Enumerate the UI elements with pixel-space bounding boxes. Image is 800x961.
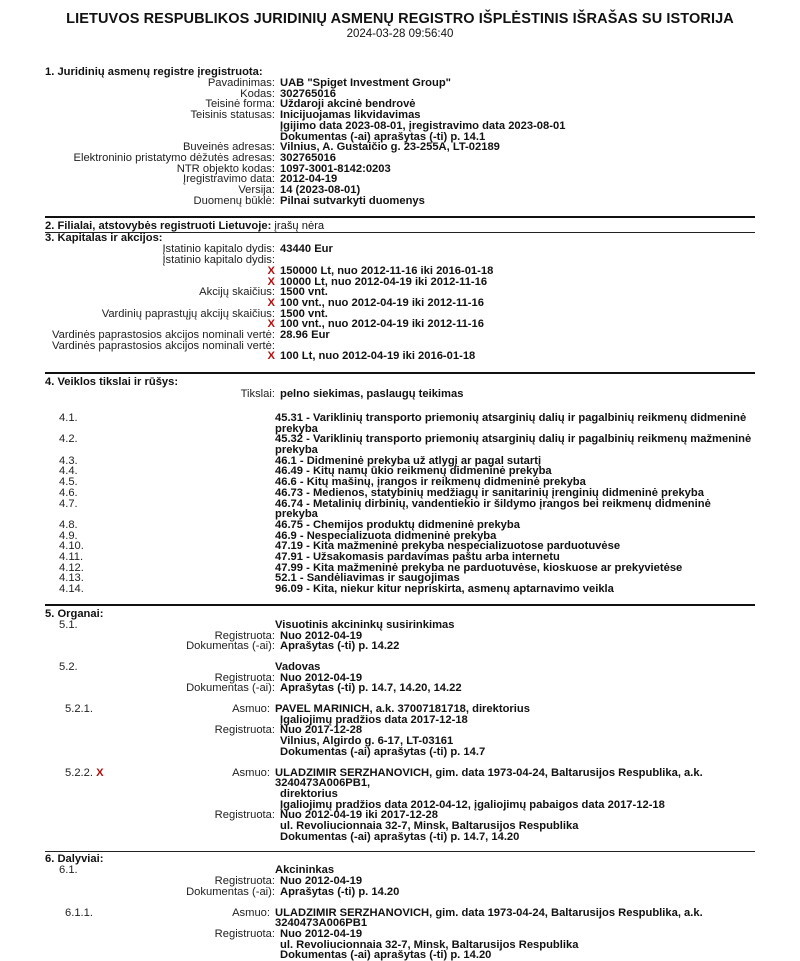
field-value: Dokumentas (-ai) aprašytas (-ti) p. 14.1 — [280, 130, 486, 143]
field-value: 14 (2023-08-01) — [280, 184, 361, 197]
field-value: UAB "Spiget Investment Group" — [280, 77, 451, 89]
removed-marker-icon: X — [267, 264, 275, 277]
person-label: Asmuo: — [232, 703, 270, 716]
item-number: 4.6. — [59, 486, 78, 499]
activity-value: 46.74 - Metalinių dirbinių, vandentiekio ir šildymo įrangos bei reikmenų didmeninė prekyba — [275, 497, 711, 521]
person-document: Dokumentas (-ai) aprašytas (-ti) p. 14.7 — [280, 745, 486, 758]
person-label: Asmuo: — [232, 766, 270, 779]
activity-item — [45, 584, 755, 595]
section-4-heading: 4. Veiklos tikslai ir rūšys: — [45, 376, 179, 389]
section-6 — [45, 854, 755, 961]
person-value: ULADZIMIR SERZHANOVICH, gim. data 1973-04-24, Baltarusijos Respublika, a.k. 3240473A006PB1, — [275, 766, 703, 790]
field-label: Elektroninio pristatymo dėžutės adresas: — [73, 151, 275, 164]
section-1-heading: 1. Juridinių asmenų registre įregistruota: — [45, 66, 263, 78]
section-2 — [45, 221, 755, 232]
section-6-heading: 6. Dalyviai: — [45, 853, 104, 866]
item-number: 4.14. — [59, 583, 84, 596]
removed-marker-icon: X — [267, 318, 275, 331]
item-number: 4.10. — [59, 540, 84, 553]
person-value: PAVEL MARINICH, a.k. 37007181718, direktorius — [275, 703, 530, 716]
section-2-value: įrašų nėra — [274, 220, 325, 233]
person-value: ULADZIMIR SERZHANOVICH, gim. data 1973-04-24, Baltarusijos Respublika, a.k. 3240473A006PB1 — [275, 906, 703, 930]
item-number: 5.2.2. — [65, 766, 93, 779]
field-label: Įstatinio kapitalo dydis: — [162, 243, 275, 256]
activity-value: 47.91 - Užsakomasis pardavimas paštu arba internetu — [275, 551, 560, 564]
registered-label: Registruota: — [214, 671, 275, 684]
person-5-2-2 — [45, 768, 755, 843]
document-title: LIETUVOS RESPUBLIKOS JURIDINIŲ ASMENŲ REGISTRO IŠPLĖSTINIS IŠRAŠAS SU ISTORIJA — [66, 11, 734, 27]
item-number: 4.4. — [59, 465, 78, 478]
activity-value: 46.9 - Nespecializuota didmeninė prekyba — [275, 529, 497, 542]
field-row — [45, 244, 755, 255]
activity-value: 46.49 - Kitų namų ūkio reikmenų didmeninė prekyba — [275, 465, 552, 478]
section-3 — [45, 233, 755, 362]
activity-value: 46.6 - Kitų mašinų, įrangos ir reikmenų didmeninė prekyba — [275, 476, 586, 489]
document-value: Aprašytas (-ti) p. 14.20 — [280, 885, 400, 898]
field-label: Įstatinio kapitalo dydis: — [162, 254, 275, 267]
field-row — [45, 153, 755, 164]
goals-value: pelno siekimas, paslaugų teikimas — [280, 388, 464, 401]
removed-marker-icon: X — [267, 296, 275, 309]
section-5 — [45, 609, 755, 843]
organ-title: Vadovas — [275, 660, 321, 673]
item-number: 4.7. — [59, 497, 78, 510]
person-address: ul. Revoliucionnaia 32-7, Minsk, Baltarusijos Respublika — [280, 938, 579, 951]
field-value: 43440 Eur — [280, 243, 333, 256]
field-label: Kodas: — [240, 87, 275, 100]
registered-label: Registruota: — [214, 875, 275, 888]
section-5-heading: 5. Organai: — [45, 607, 104, 620]
field-label: NTR objekto kodas: — [176, 162, 275, 175]
authority-dates: Įgaliojimų pradžios data 2012-04-12, įgaliojimų pabaigos data 2017-12-18 — [280, 798, 665, 811]
activity-value: 47.19 - Kita mažmeninė prekyba nespecializuotose parduotuvėse — [275, 540, 621, 553]
field-value: 1500 vnt. — [280, 307, 328, 320]
field-row — [45, 196, 755, 207]
activity-item — [45, 488, 755, 499]
field-label: Teisinis statusas: — [190, 109, 275, 122]
document-label: Dokumentas (-ai): — [186, 640, 275, 653]
activity-value: 46.75 - Chemijos produktų didmeninė prekyba — [275, 518, 520, 531]
person-6-1-1 — [45, 908, 755, 961]
item-number: 5.2. — [59, 660, 78, 673]
item-number: 4.1. — [59, 411, 78, 424]
participant-title: Akcininkas — [275, 864, 335, 877]
field-row — [45, 174, 755, 185]
document-value: Aprašytas (-ti) p. 14.22 — [280, 640, 400, 653]
field-value: Inicijuojamas likvidavimas — [280, 109, 421, 122]
person-5-2-1 — [45, 704, 755, 758]
removed-marker-icon: X — [267, 350, 275, 363]
registered-value: Nuo 2012-04-19 iki 2017-12-28 — [280, 809, 438, 822]
field-value: 100 Lt, nuo 2012-04-19 iki 2016-01-18 — [280, 350, 476, 363]
field-value: 302765016 — [280, 151, 336, 164]
section-3-heading: 3. Kapitalas ir akcijos: — [45, 232, 163, 245]
item-number: 6.1. — [59, 864, 78, 877]
document-label: Dokumentas (-ai): — [186, 885, 275, 898]
activity-value: 45.31 - Variklinių transporto priemonių atsarginių dalių ir pagalbinių reikmenų didmeninė prekyba — [275, 411, 747, 435]
field-label: Vardinės paprastosios akcijos nominali vertė: — [51, 339, 275, 352]
organ-5-2 — [45, 662, 755, 694]
document-value: Aprašytas (-ti) p. 14.7, 14.20, 14.22 — [280, 682, 462, 695]
item-number: 4.9. — [59, 529, 78, 542]
participant-6-1 — [45, 865, 755, 897]
activity-item — [45, 434, 755, 455]
item-number: 4.13. — [59, 572, 84, 585]
item-number: 4.3. — [59, 454, 78, 467]
field-row — [45, 351, 755, 362]
activity-value: 46.1 - Didmeninė prekyba už atlygį ar pagal sutartį — [275, 454, 542, 467]
section-2-heading: 2. Filialai, atstovybės registruoti Lietuvoje: — [45, 220, 272, 233]
activity-value: 47.99 - Kita mažmeninė prekyba ne parduotuvėse, kioskuose ar prekyvietėse — [275, 561, 683, 574]
removed-marker-icon: X — [267, 275, 275, 288]
person-document: Dokumentas (-ai) aprašytas (-ti) p. 14.20 — [280, 949, 492, 961]
field-row — [45, 121, 755, 132]
person-role: direktorius — [280, 787, 338, 800]
field-label: Pavadinimas: — [207, 77, 275, 89]
registered-label: Registruota: — [214, 724, 275, 737]
registered-value: Nuo 2012-04-19 — [280, 875, 363, 888]
field-row — [45, 78, 755, 89]
section-1-rows — [45, 78, 755, 206]
item-number: 5.2.1. — [65, 703, 93, 716]
item-number: 4.5. — [59, 476, 78, 489]
field-row — [45, 266, 755, 277]
field-label: Buveinės adresas: — [182, 141, 275, 154]
item-number: 6.1.1. — [65, 906, 93, 919]
field-label — [45, 266, 280, 277]
goals-label: Tikslai: — [240, 388, 275, 401]
person-document: Dokumentas (-ai) aprašytas (-ti) p. 14.7, 14.20 — [280, 830, 520, 843]
extract-body — [45, 67, 755, 961]
activity-list — [45, 413, 755, 595]
section-3-rows — [45, 244, 755, 362]
registered-label: Registruota: — [214, 809, 275, 822]
section-4 — [45, 377, 755, 595]
field-label: Vardinių paprastųjų akcijų skaičius: — [101, 307, 275, 320]
activity-value: 45.32 - Variklinių transporto priemonių atsarginių dalių ir pagalbinių reikmenų mažmeninė prekyba — [275, 433, 752, 456]
authority-dates: Įgaliojimų pradžios data 2017-12-18 — [280, 713, 468, 726]
field-value: 28.96 Eur — [280, 329, 330, 342]
field-value: Įgijimo data 2023-08-01, įregistravimo data 2023-08-01 — [280, 119, 566, 132]
document-datetime: 2024-03-28 09:56:40 — [346, 28, 454, 40]
field-row — [45, 277, 755, 288]
item-number: 4.2. — [59, 433, 78, 446]
field-label: Teisinė forma: — [205, 98, 275, 111]
organ-5-1 — [45, 620, 755, 652]
field-value: Vilnius, A. Gustaičio g. 23-255A, LT-02189 — [280, 141, 500, 154]
field-label: Įregistravimo data: — [182, 173, 275, 186]
registered-value: Nuo 2012-04-19 — [280, 671, 363, 684]
section-divider — [45, 216, 755, 218]
document-label: Dokumentas (-ai): — [186, 682, 275, 695]
field-label — [45, 351, 280, 362]
field-value: 1500 vnt. — [280, 286, 328, 299]
item-number: 4.11. — [59, 551, 84, 564]
activity-value: 46.73 - Medienos, statybinių medžiagų ir sanitarinių įrenginių didmeninė prekyba — [275, 486, 704, 499]
section-divider — [45, 604, 755, 606]
activity-item — [45, 499, 755, 520]
registered-label: Registruota: — [214, 928, 275, 940]
field-value: 100 vnt., nuo 2012-04-19 iki 2012-11-16 — [280, 296, 484, 309]
item-number: 5.1. — [59, 618, 78, 631]
field-value: Pilnai sutvarkyti duomenys — [280, 194, 425, 207]
item-number: 4.8. — [59, 518, 78, 531]
activity-value: 96.09 - Kita, niekur kitur nepriskirta, asmenų aptarnavimo veikla — [275, 583, 614, 596]
field-label: Vardinės paprastosios akcijos nominali vertė: — [51, 329, 275, 342]
field-label: Duomenų būklė: — [193, 194, 275, 207]
person-address: Vilnius, Algirdo g. 6-17, LT-03161 — [280, 735, 454, 748]
field-value: 302765016 — [280, 87, 336, 100]
field-value: Uždaroji akcinė bendrovė — [280, 98, 416, 111]
registered-value: Nuo 2012-04-19 — [280, 629, 363, 642]
person-address: ul. Revoliucionnaia 32-7, Minsk, Baltarusijos Respublika — [280, 820, 579, 833]
registered-label: Registruota: — [214, 629, 275, 642]
section-1 — [45, 67, 755, 206]
activity-item — [45, 413, 755, 434]
field-row — [45, 164, 755, 175]
field-label: Akcijų skaičius: — [199, 286, 275, 299]
section-divider — [45, 372, 755, 374]
field-value: 2012-04-19 — [280, 173, 338, 186]
registered-value: Nuo 2012-04-19 — [280, 928, 363, 940]
organ-title: Visuotinis akcininkų susirinkimas — [275, 618, 455, 631]
person-label: Asmuo: — [232, 906, 270, 919]
field-label: Versija: — [238, 184, 275, 197]
registered-value: Nuo 2017-12-28 — [280, 724, 363, 737]
activity-item — [45, 520, 755, 531]
activity-value: 52.1 - Sandėliavimas ir saugojimas — [275, 572, 460, 585]
field-value: 150000 Lt, nuo 2012-11-16 iki 2016-01-18 — [280, 264, 494, 277]
removed-marker-icon: X — [96, 766, 104, 779]
field-value: 100 vnt., nuo 2012-04-19 iki 2012-11-16 — [280, 318, 484, 331]
section-divider — [45, 851, 755, 852]
field-value: 1097-3001-8142:0203 — [280, 162, 391, 175]
item-number: 4.12. — [59, 561, 84, 574]
field-value: 10000 Lt, nuo 2012-04-19 iki 2012-11-16 — [280, 275, 488, 288]
